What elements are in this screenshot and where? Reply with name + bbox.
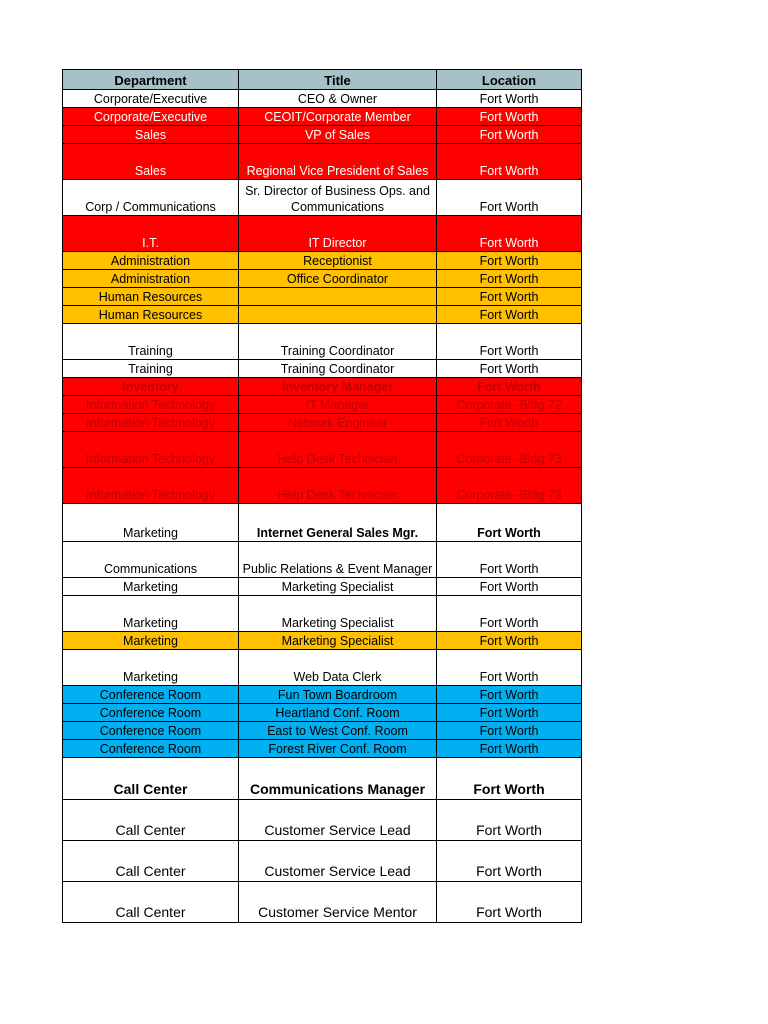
department-cell: Corporate/Executive bbox=[63, 90, 239, 108]
department-cell: Marketing bbox=[63, 596, 239, 632]
title-cell bbox=[239, 288, 437, 306]
location-cell: Fort Worth bbox=[437, 270, 582, 288]
title-cell: Training Coordinator bbox=[239, 360, 437, 378]
department-cell: Marketing bbox=[63, 504, 239, 542]
title-cell: Sr. Director of Business Ops. and Communications bbox=[239, 180, 437, 216]
title-cell: Receptionist bbox=[239, 252, 437, 270]
table-row bbox=[63, 504, 582, 542]
department-cell: Sales bbox=[63, 126, 239, 144]
location-cell: Fort Worth bbox=[437, 578, 582, 596]
location-cell: Fort Worth bbox=[437, 288, 582, 306]
department-cell: Information Technology bbox=[63, 432, 239, 468]
location-cell: Fort Worth bbox=[437, 216, 582, 252]
department-cell: Human Resources bbox=[63, 288, 239, 306]
location-cell: Fort Worth bbox=[437, 596, 582, 632]
location-cell: Fort Worth bbox=[437, 252, 582, 270]
table-row bbox=[63, 90, 582, 108]
location-cell: Fort Worth bbox=[437, 108, 582, 126]
title-cell: CEO & Owner bbox=[239, 90, 437, 108]
location-cell: Fort Worth bbox=[437, 704, 582, 722]
department-cell: Information Technology bbox=[63, 396, 239, 414]
header-department: Department bbox=[63, 70, 239, 90]
department-cell: Call Center bbox=[63, 800, 239, 841]
department-cell: Administration bbox=[63, 270, 239, 288]
table-row bbox=[63, 252, 582, 270]
title-cell: Network Engineer bbox=[239, 414, 437, 432]
department-cell: Sales bbox=[63, 144, 239, 180]
department-cell: Conference Room bbox=[63, 722, 239, 740]
title-cell: Customer Service Mentor bbox=[239, 882, 437, 923]
location-cell: Corporate -Bldg 73 bbox=[437, 432, 582, 468]
title-cell: IT Director bbox=[239, 216, 437, 252]
location-cell: Fort Worth bbox=[437, 306, 582, 324]
title-cell: Regional Vice President of Sales bbox=[239, 144, 437, 180]
department-cell: Communications bbox=[63, 542, 239, 578]
table-row bbox=[63, 704, 582, 722]
title-cell: Office Coordinator bbox=[239, 270, 437, 288]
table-row bbox=[63, 686, 582, 704]
title-cell: Marketing Specialist bbox=[239, 596, 437, 632]
table-row bbox=[63, 306, 582, 324]
location-cell: Corporate -Bldg 72 bbox=[437, 396, 582, 414]
department-cell: Conference Room bbox=[63, 704, 239, 722]
department-cell: Call Center bbox=[63, 882, 239, 923]
location-cell: Fort Worth bbox=[437, 378, 582, 396]
location-cell: Fort Worth bbox=[437, 758, 582, 800]
department-cell: Corporate/Executive bbox=[63, 108, 239, 126]
table-row bbox=[63, 108, 582, 126]
title-cell: Fun Town Boardroom bbox=[239, 686, 437, 704]
table-row bbox=[63, 740, 582, 758]
location-cell: Fort Worth bbox=[437, 360, 582, 378]
department-cell: Information Technology bbox=[63, 468, 239, 504]
table-row bbox=[63, 378, 582, 396]
table-row bbox=[63, 324, 582, 360]
department-cell: Marketing bbox=[63, 650, 239, 686]
title-cell: Help Desk Technician bbox=[239, 468, 437, 504]
table-row bbox=[63, 758, 582, 800]
location-cell: Fort Worth bbox=[437, 90, 582, 108]
department-directory-table bbox=[62, 69, 582, 923]
title-cell: Marketing Specialist bbox=[239, 578, 437, 596]
table-row bbox=[63, 270, 582, 288]
table-row bbox=[63, 360, 582, 378]
department-cell: Conference Room bbox=[63, 686, 239, 704]
location-cell: Fort Worth bbox=[437, 542, 582, 578]
table-row bbox=[63, 882, 582, 923]
location-cell: Fort Worth bbox=[437, 180, 582, 216]
title-cell: Help Desk Technician bbox=[239, 432, 437, 468]
title-cell: Web Data Clerk bbox=[239, 650, 437, 686]
header-location: Location bbox=[437, 70, 582, 90]
department-cell: Corp / Communications bbox=[63, 180, 239, 216]
department-cell: Training bbox=[63, 324, 239, 360]
header-title: Title bbox=[239, 70, 437, 90]
location-cell: Fort Worth bbox=[437, 144, 582, 180]
department-cell: Marketing bbox=[63, 632, 239, 650]
department-cell: Inventory bbox=[63, 378, 239, 396]
table-row bbox=[63, 542, 582, 578]
department-cell: Human Resources bbox=[63, 306, 239, 324]
title-cell: Communications Manager bbox=[239, 758, 437, 800]
title-cell: CEOIT/Corporate Member bbox=[239, 108, 437, 126]
location-cell: Fort Worth bbox=[437, 740, 582, 758]
table-row bbox=[63, 650, 582, 686]
location-cell: Corporate -Bldg 73 bbox=[437, 468, 582, 504]
table-row bbox=[63, 632, 582, 650]
table-row bbox=[63, 144, 582, 180]
location-cell: Fort Worth bbox=[437, 324, 582, 360]
table-row bbox=[63, 180, 582, 216]
location-cell: Fort Worth bbox=[437, 126, 582, 144]
location-cell: Fort Worth bbox=[437, 632, 582, 650]
table-row bbox=[63, 722, 582, 740]
table-row bbox=[63, 578, 582, 596]
location-cell: Fort Worth bbox=[437, 882, 582, 923]
location-cell: Fort Worth bbox=[437, 686, 582, 704]
title-cell: Forest River Conf. Room bbox=[239, 740, 437, 758]
location-cell: Fort Worth bbox=[437, 414, 582, 432]
title-cell: VP of Sales bbox=[239, 126, 437, 144]
title-cell: Customer Service Lead bbox=[239, 841, 437, 882]
location-cell: Fort Worth bbox=[437, 504, 582, 542]
department-cell: Information Technology bbox=[63, 414, 239, 432]
table-row bbox=[63, 432, 582, 468]
title-cell: Training Coordinator bbox=[239, 324, 437, 360]
location-cell: Fort Worth bbox=[437, 800, 582, 841]
location-cell: Fort Worth bbox=[437, 722, 582, 740]
table-row bbox=[63, 596, 582, 632]
department-cell: Marketing bbox=[63, 578, 239, 596]
table-row bbox=[63, 800, 582, 841]
title-cell: Internet General Sales Mgr. bbox=[239, 504, 437, 542]
header-row bbox=[63, 70, 582, 90]
table-row bbox=[63, 288, 582, 306]
table-row bbox=[63, 126, 582, 144]
table-row bbox=[63, 216, 582, 252]
location-cell: Fort Worth bbox=[437, 650, 582, 686]
department-cell: Call Center bbox=[63, 758, 239, 800]
table-row bbox=[63, 396, 582, 414]
title-cell: Customer Service Lead bbox=[239, 800, 437, 841]
title-cell: IT Manager bbox=[239, 396, 437, 414]
department-cell: Call Center bbox=[63, 841, 239, 882]
department-cell: Training bbox=[63, 360, 239, 378]
title-cell: Heartland Conf. Room bbox=[239, 704, 437, 722]
table-row bbox=[63, 414, 582, 432]
table-row bbox=[63, 841, 582, 882]
title-cell: Public Relations & Event Manager bbox=[239, 542, 437, 578]
table-row bbox=[63, 468, 582, 504]
title-cell: Marketing Specialist bbox=[239, 632, 437, 650]
title-cell: East to West Conf. Room bbox=[239, 722, 437, 740]
title-cell: Inventory Manager bbox=[239, 378, 437, 396]
department-cell: Administration bbox=[63, 252, 239, 270]
location-cell: Fort Worth bbox=[437, 841, 582, 882]
department-cell: I.T. bbox=[63, 216, 239, 252]
title-cell bbox=[239, 306, 437, 324]
department-cell: Conference Room bbox=[63, 740, 239, 758]
